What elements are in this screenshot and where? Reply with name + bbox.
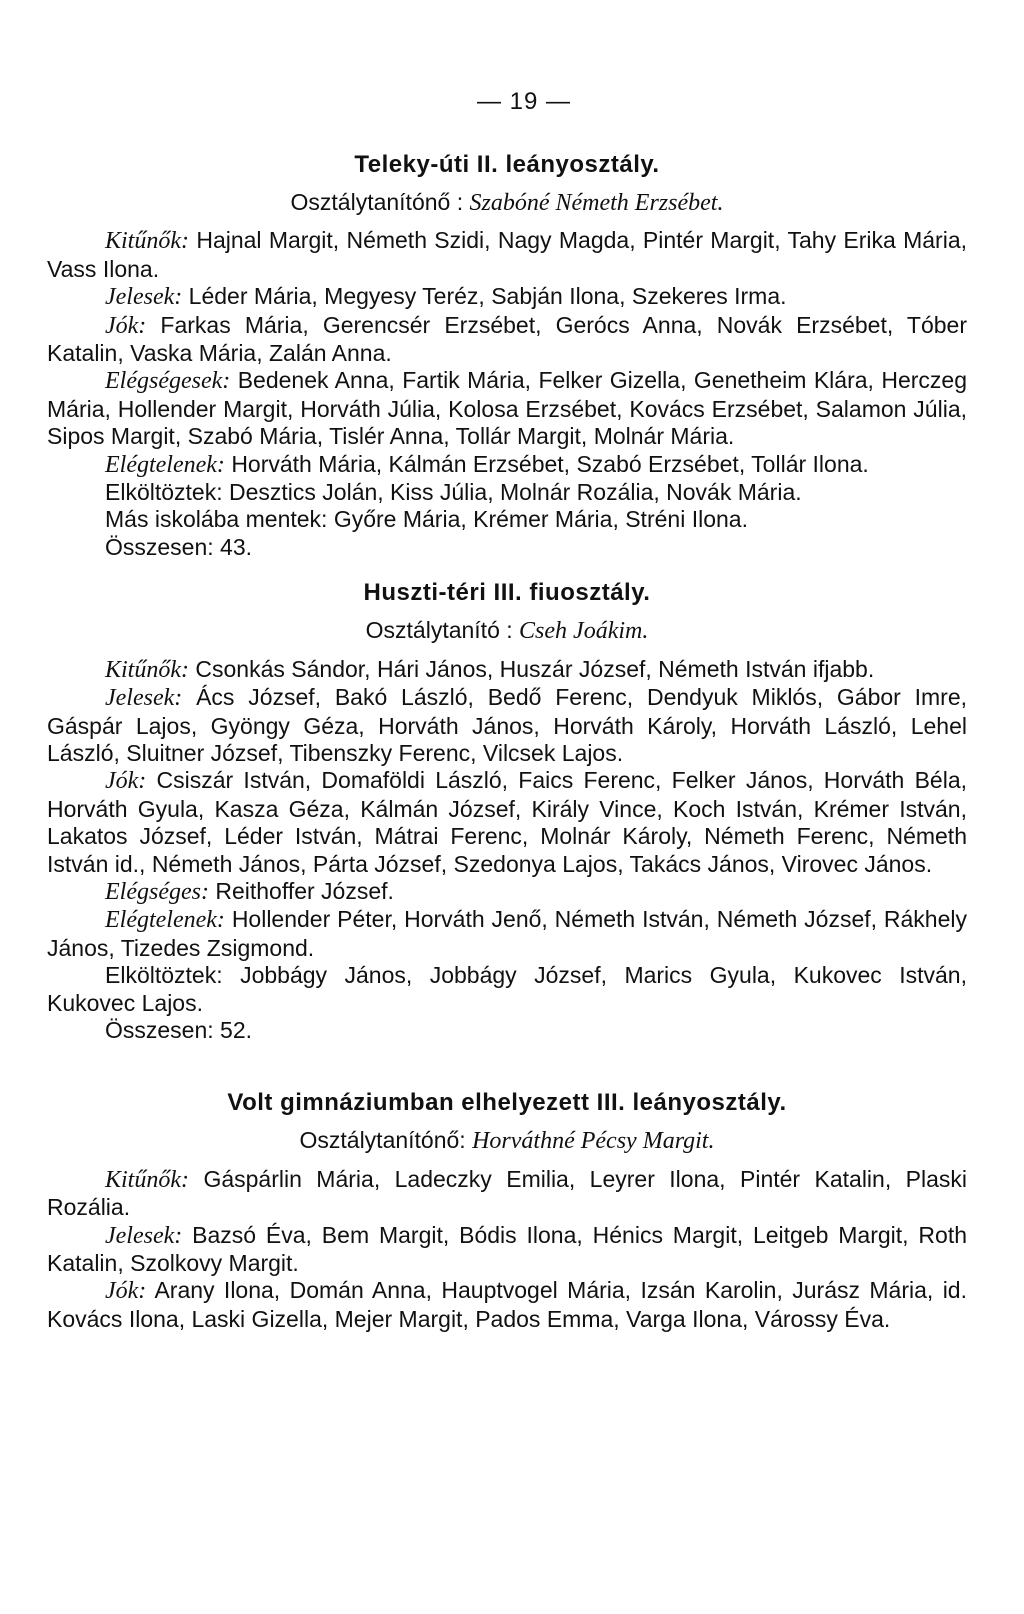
category-label: Jók: (105, 312, 147, 339)
student-list: Ács József, Bakó László, Bedő Ferenc, Dendyuk Miklós, Gábor Imre, Gáspár Lajos, Gyöngy Géza, Horváth János, Horváth Károly, Horváth László, Lehel László, Sluitner József, Tibenszky Ferenc, Vilcsek Lajos. (47, 684, 968, 766)
category-label: Jelesek: (105, 284, 183, 311)
section-title: Volt gimnáziumban elhelyezett III. leányosztály. (227, 1089, 787, 1117)
student-list: Csiszár István, Domaföldi László, Faics Ferenc, Felker János, Horváth Béla, Horváth Gyula, Kasza Géza, Kálmán József, Király Vince, Koch István, Krémer István, Lakatos József, Léder István, Mátrai Ferenc, Molnár Károly, Németh Ferenc, Németh István id., Németh János, Párta József, Szedonya Lajos, Takács János, Virovec János. (47, 767, 967, 877)
student-list: Csonkás Sándor, Hári János, Huszár József, Németh István ifjabb. (195, 655, 875, 682)
teacher-line (47, 1127, 967, 1155)
student-list: Hollender Péter, Horváth Jenő, Németh István, Németh József, Rákhely János, Tizedes Zsigmond. (47, 906, 967, 961)
section-title: Teleky-úti II. leányosztály. (354, 151, 660, 178)
teacher-label: Osztálytanítónő: (299, 1127, 466, 1154)
student-list: Hajnal Margit, Németh Szidi, Nagy Magda, Pintér Margit, Tahy Erika Mária, Vass Ilona. (47, 227, 968, 282)
entry-paragraph (47, 227, 967, 283)
total-line: Összesen: 52. (105, 1016, 253, 1043)
category-label: Jelesek: (105, 685, 183, 712)
spacer (47, 1044, 967, 1088)
other-school-line: Más iskolába mentek: Győre Mária, Krémer Mária, Stréni Ilona. (105, 506, 748, 533)
teacher-name: Cseh Joákim. (519, 618, 649, 645)
entry-paragraph (47, 283, 967, 311)
teacher-line (47, 617, 967, 645)
student-list: Léder Mária, Megyesy Teréz, Sabján Ilona, Szekeres Irma. (188, 283, 787, 310)
page-content (47, 150, 967, 1333)
teacher-name: Horváthné Pécsy Margit. (472, 1128, 715, 1155)
category-label: Jók: (105, 768, 147, 795)
total-line: Összesen: 43. (105, 533, 253, 560)
entry-paragraph (47, 906, 967, 962)
entry-paragraph (47, 656, 967, 684)
entry-paragraph (47, 684, 967, 767)
entry-paragraph (47, 767, 967, 878)
teacher-label: Osztálytanítónő : (290, 189, 464, 215)
student-list: Gáspárlin Mária, Ladeczky Emilia, Leyrer Ilona, Pintér Katalin, Plaski Rozália. (47, 1165, 967, 1221)
teacher-label: Osztálytanító : (365, 617, 513, 644)
student-list: Bazsó Éva, Bem Margit, Bódis Ilona, Hénics Margit, Leitgeb Margit, Roth Katalin, Szolkovy Margit. (47, 1221, 968, 1276)
student-list: Reithoffer József. (215, 877, 394, 904)
entry-paragraph (47, 878, 967, 906)
section-title: Huszti-téri III. fiuosztály. (363, 579, 651, 607)
entry-paragraph (47, 312, 967, 368)
student-list: Farkas Mária, Gerencsér Erzsébet, Gerócs Anna, Novák Erzsébet, Tóber Katalin, Vaska Mária, Zalán Anna. (47, 311, 968, 367)
student-list: Bedenek Anna, Fartik Mária, Felker Gizella, Genetheim Klára, Herczeg Mária, Hollender Margit, Horváth Júlia, Kolosa Erzsébet, Kovács Erzsébet, Salamon Júlia, Sipos Margit, Szabó Mária, Tislér Anna, Tollár Margit, Molnár Mária. (47, 367, 967, 450)
category-label: Kitűnők: (105, 1166, 189, 1193)
category-label: Elégségesek: (105, 368, 231, 395)
entry-paragraph (47, 1166, 967, 1222)
entry-paragraph (47, 1277, 967, 1333)
teacher-line (47, 189, 967, 217)
category-label: Elégséges: (105, 878, 209, 905)
student-list: Horváth Mária, Kálmán Erzsébet, Szabó Erzsébet, Tollár Ilona. (231, 450, 869, 477)
moved-away-line: Elköltöztek: Desztics Jolán, Kiss Júlia, Molnár Rozália, Novák Mária. (105, 479, 802, 506)
category-label: Elégtelenek: (105, 907, 225, 934)
teacher-name: Szabóné Németh Erzsébet. (469, 190, 724, 216)
page-number: — 19 — (476, 88, 572, 115)
category-label: Elégtelenek: (105, 451, 225, 478)
entry-paragraph (47, 451, 967, 479)
spacer (47, 561, 967, 578)
category-label: Jelesek: (105, 1222, 183, 1249)
entry-paragraph (47, 1222, 967, 1278)
category-label: Kitűnők: (105, 228, 189, 255)
category-label: Kitűnők: (105, 656, 189, 683)
entry-paragraph (47, 367, 967, 450)
moved-away-line: Elköltöztek: Jobbágy János, Jobbágy József, Marics Gyula, Kukovec István, Kukovec Lajos. (47, 962, 967, 1016)
student-list: Arany Ilona, Domán Anna, Hauptvogel Mária, Izsán Karolin, Jurász Mária, id. Kovács Ilona, Laski Gizella, Mejer Margit, Pados Emma, Varga Ilona, Várossy Éva. (47, 1277, 967, 1332)
category-label: Jók: (105, 1278, 147, 1305)
